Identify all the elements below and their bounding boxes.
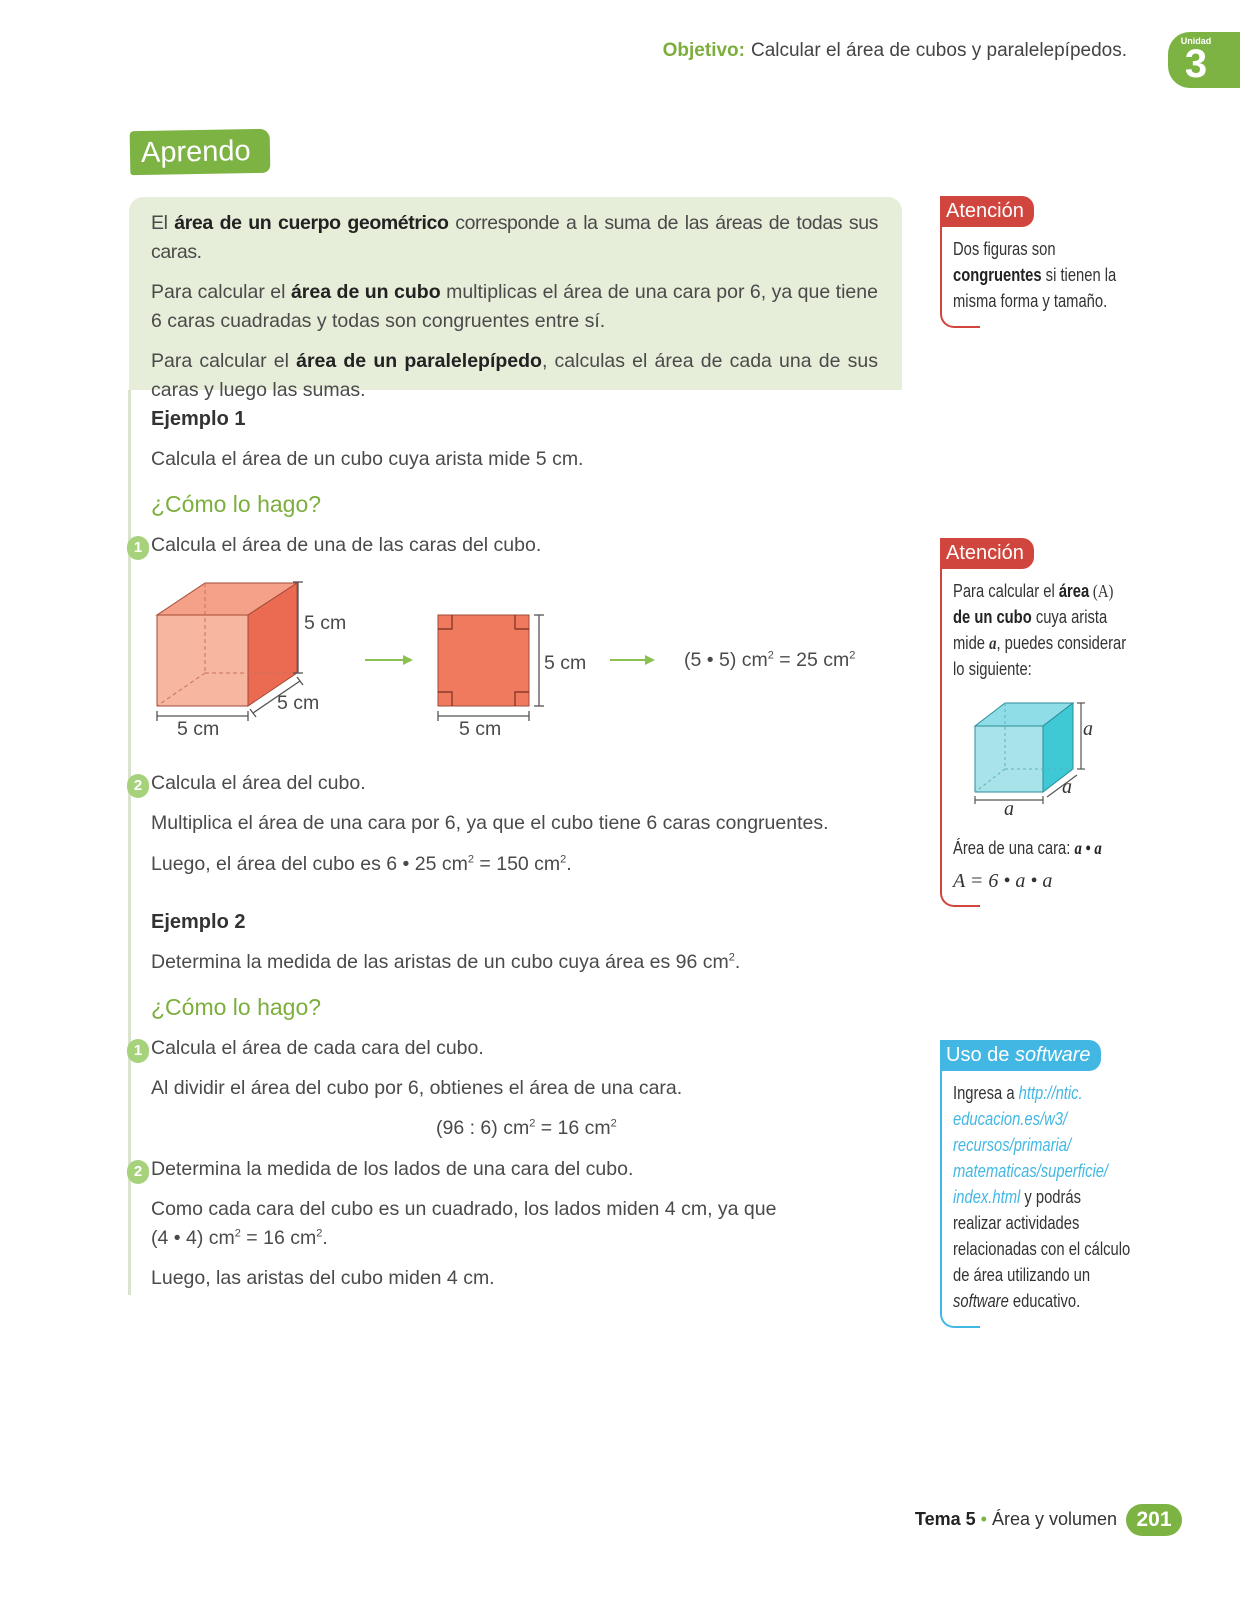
unit-word: Unidad (1180, 36, 1212, 46)
cube-area-formula: A = 6 • a • a (953, 870, 1053, 892)
example-2-statement: Determina la medida de las aristas de un cubo cuya área es 96 $cm^2$. (151, 951, 741, 973)
aprendo-label: Aprendo (130, 129, 271, 175)
objective-label: Objetivo: (662, 40, 745, 61)
example-2-line-2: Como cada cara del cubo es un cuadrado, los lados miden 4 cm, ya que (151, 1198, 777, 1220)
example-1-statement: Calcula el área de un cubo cuya arista mide 5 cm. (151, 448, 584, 470)
red-square-icon (438, 615, 529, 706)
example-1-line-2: Luego, el área del cubo es 6 • 25 $cm^2 = 150$ $cm^2$. (151, 853, 572, 875)
blue-cube-depth-label: a (1062, 776, 1072, 798)
attention-tab: Atención (940, 196, 1034, 227)
example-1-step-2-badge: 2 (127, 774, 149, 798)
definition-paragraph-1: El área de un cuerpo geométrico corresponde a la suma de las áreas de todas sus caras. (151, 212, 879, 263)
example-2-line-4: Luego, las aristas del cubo miden 4 cm. (151, 1267, 495, 1289)
software-link[interactable]: educacion.es/w3/ (953, 1109, 1068, 1129)
blue-cube-height-label: a (1083, 718, 1093, 740)
face-area-formula: Área de una cara: a • a (953, 838, 1102, 858)
software-tab: Uso de software (940, 1040, 1101, 1071)
example-1-line-1: Multiplica el área de una cara por 6, ya que el cubo tiene 6 caras congruentes. (151, 812, 829, 834)
definition-paragraph-2: Para calcular el área de un cubo multiplicas el área de una cara por 6, ya que tiene 6 caras cuadradas y todas son congruentes entre sí. (151, 281, 878, 332)
example-1-step-1: Calcula el área de una de las caras del cubo. (151, 534, 542, 556)
definition-paragraph-3: Para calcular el área de un paralelepípedo, calculas el área de cada una de sus caras y luego las sumas. (151, 350, 878, 401)
software-link[interactable]: http://ntic. (1018, 1083, 1083, 1103)
attention-1-text: Dos figuras son congruentes si tienen la misma forma y tamaño. (953, 239, 1117, 311)
objective-text: Calcular el área de cubos y paralelepípedos. (750, 40, 1127, 61)
blue-cube-icon (970, 698, 1110, 808)
cube-width-label: 5 cm (177, 718, 220, 740)
attention-tab: Atención (940, 538, 1034, 569)
example-1-step-1-badge: 1 (127, 536, 149, 560)
definition-box (129, 197, 902, 401)
example-2-line-1: Al dividir el área del cubo por 6, obtienes el área de una cara. (151, 1077, 683, 1099)
software-link[interactable]: matematicas/superficie/ (953, 1161, 1109, 1181)
example-2-step-1: Calcula el área de cada cara del cubo. (151, 1037, 484, 1059)
square-height-label: 5 cm (544, 652, 587, 674)
objective (663, 40, 1127, 62)
red-cube-icon (157, 583, 297, 706)
example-2-step-2: Determina la medida de los lados de una cara del cubo. (151, 1158, 634, 1180)
example-1-title: Ejemplo 1 (151, 408, 246, 430)
attention-box-2 (940, 538, 1140, 910)
cube-height-label: 5 cm (304, 612, 347, 634)
example-2-line-3: (4 • 4) $cm^2 = 16$ $cm^2$. (151, 1227, 328, 1249)
example-1-step-2: Calcula el área del cubo. (151, 772, 366, 794)
example-2-title: Ejemplo 2 (151, 911, 246, 933)
example-2-how-heading: ¿Cómo lo hago? (151, 994, 322, 1020)
cube-depth-label: 5 cm (277, 692, 320, 714)
arrow-right-icon (365, 655, 413, 665)
example-1-how-heading: ¿Cómo lo hago? (151, 491, 322, 517)
attention-2-text: Para calcular el área (A) de un cubo cuya arista mide a, puedes considerar lo siguiente: (953, 581, 1127, 679)
attention-box-1 (940, 196, 1140, 331)
unit-number: 3 (1184, 42, 1208, 86)
arrow-right-icon (610, 655, 655, 665)
page-number: 201 (1126, 1504, 1182, 1536)
software-text: Ingresa a http://ntic. educacion.es/w3/ recursos/primaria/ matematicas/superficie/ index.html y podrás realizar actividades relacionadas con el cálculo de área utilizando un software educativo. (953, 1080, 1142, 1314)
footer: Tema 5 • Área y volumen (914, 1509, 1117, 1529)
example-2-step-2-badge: 2 (127, 1160, 149, 1184)
face-area-equation: (5 • 5) $cm^2 = 25$ $cm^2$ (684, 649, 856, 671)
example-2-step-1-badge: 1 (127, 1039, 149, 1063)
software-link[interactable]: index.html (953, 1187, 1021, 1207)
software-box (940, 1040, 1140, 1330)
unit-badge (1168, 32, 1240, 88)
software-link[interactable]: recursos/primaria/ (953, 1135, 1072, 1155)
example-2-equation: (96 : 6) $cm^2 = 16$ $cm^2$ (436, 1117, 617, 1139)
square-width-label: 5 cm (459, 718, 502, 740)
blue-cube-width-label: a (1004, 798, 1014, 820)
content-guide-line (128, 390, 131, 1295)
